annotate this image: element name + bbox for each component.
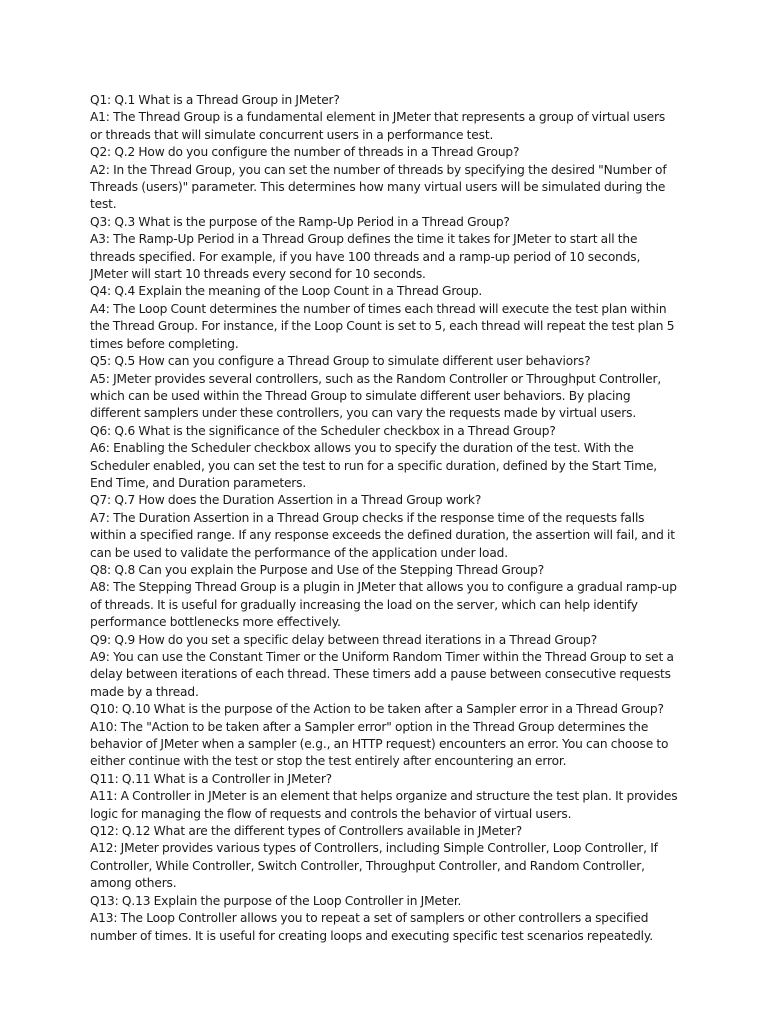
qa-list (90, 92, 678, 945)
answer-text: A8: The Stepping Thread Group is a plugin in JMeter that allows you to configure a gradual ramp-up of threads. It is useful for gradually increasing the load on the server, which can help identify performance bottlenecks more effectively. (90, 580, 677, 630)
answer-text: A12: JMeter provides various types of Controllers, including Simple Controller, Loop Controller, If Controller, While Controller, Switch Controller, Throughput Controller, and Random Controller, among others. (90, 841, 658, 891)
answer-text: A5: JMeter provides several controllers, such as the Random Controller or Throughput Controller, which can be used within the Thread Group to simulate different user behaviors. By placing different samplers under these controllers, you can vary the requests made by virtual users. (90, 371, 662, 421)
question-text: Q12: Q.12 What are the different types of Controllers available in JMeter? (90, 824, 523, 839)
question-text: Q7: Q.7 How does the Duration Assertion in a Thread Group work? (90, 493, 482, 508)
answer-text: A2: In the Thread Group, you can set the number of threads by specifying the desired "Number of Threads (users)" parameter. This determines how many virtual users will be simulated during the test. (90, 162, 667, 212)
qa-item (90, 632, 678, 702)
question-text: Q5: Q.5 How can you configure a Thread Group to simulate different user behaviors? (90, 354, 591, 369)
qa-item (90, 771, 678, 823)
question-text: Q10: Q.10 What is the purpose of the Action to be taken after a Sampler error in a Thread Group? (90, 702, 664, 717)
question-text: Q6: Q.6 What is the significance of the Scheduler checkbox in a Thread Group? (90, 423, 556, 438)
answer-text: A9: You can use the Constant Timer or the Uniform Random Timer within the Thread Group to set a delay between iterations of each thread. These timers add a pause between consecutive requests made by a thread. (90, 650, 674, 699)
qa-item (90, 893, 678, 945)
question-text: Q8: Q.8 Can you explain the Purpose and Use of the Stepping Thread Group? (90, 562, 545, 577)
answer-text: A13: The Loop Controller allows you to repeat a set of samplers or other controllers a specified number of times. It is useful for creating loops and executing specific test scenarios repeatedly. (90, 911, 653, 943)
question-text: Q3: Q.3 What is the purpose of the Ramp-Up Period in a Thread Group? (90, 214, 510, 229)
answer-text: A3: The Ramp-Up Period in a Thread Group defines the time it takes for JMeter to start all the threads specified. For example, if you have 100 threads and a ramp-up period of 10 seconds, JMeter will start 10 threads every second for 10 seconds. (90, 232, 641, 282)
qa-item (90, 701, 678, 771)
question-text: Q9: Q.9 How do you set a specific delay between thread iterations in a Thread Group? (90, 632, 598, 647)
answer-text: A1: The Thread Group is a fundamental element in JMeter that represents a group of virtual users or threads that will simulate concurrent users in a performance test. (90, 110, 666, 142)
qa-item (90, 353, 678, 423)
question-text: Q4: Q.4 Explain the meaning of the Loop Count in a Thread Group. (90, 284, 483, 299)
answer-text: A11: A Controller in JMeter is an element that helps organize and structure the test plan. It provides logic for managing the flow of requests and controls the behavior of virtual users. (90, 789, 678, 821)
question-text: Q11: Q.11 What is a Controller in JMeter? (90, 771, 333, 786)
qa-item (90, 92, 678, 144)
qa-item (90, 823, 678, 893)
question-text: Q13: Q.13 Explain the purpose of the Loop Controller in JMeter. (90, 893, 462, 908)
answer-text: A7: The Duration Assertion in a Thread Group checks if the response time of the requests falls within a specified range. If any response exceeds the defined duration, the assertion will fail, and it can be used to validate the performance of the application under load. (90, 510, 675, 560)
question-text: Q2: Q.2 How do you configure the number of threads in a Thread Group? (90, 145, 520, 160)
answer-text: A4: The Loop Count determines the number of times each thread will execute the test plan within the Thread Group. For instance, if the Loop Count is set to 5, each thread will repeat the test plan 5 times before completing. (90, 301, 675, 351)
qa-item (90, 214, 678, 284)
answer-text: A10: The "Action to be taken after a Sampler error" option in the Thread Group determines the behavior of JMeter when a sampler (e.g., an HTTP request) encounters an error. You can choose to either continue with the test or stop the test entirely after encountering an error. (90, 719, 669, 769)
qa-item (90, 562, 678, 632)
question-text: Q1: Q.1 What is a Thread Group in JMeter? (90, 93, 340, 107)
document-page (90, 92, 678, 945)
qa-item (90, 283, 678, 353)
answer-text: A6: Enabling the Scheduler checkbox allows you to specify the duration of the test. With the Scheduler enabled, you can set the test to run for a specific duration, defined by the Start Time, End Time, and Duration parameters. (90, 441, 658, 490)
qa-item (90, 423, 678, 493)
qa-item (90, 492, 678, 562)
qa-item (90, 144, 678, 214)
